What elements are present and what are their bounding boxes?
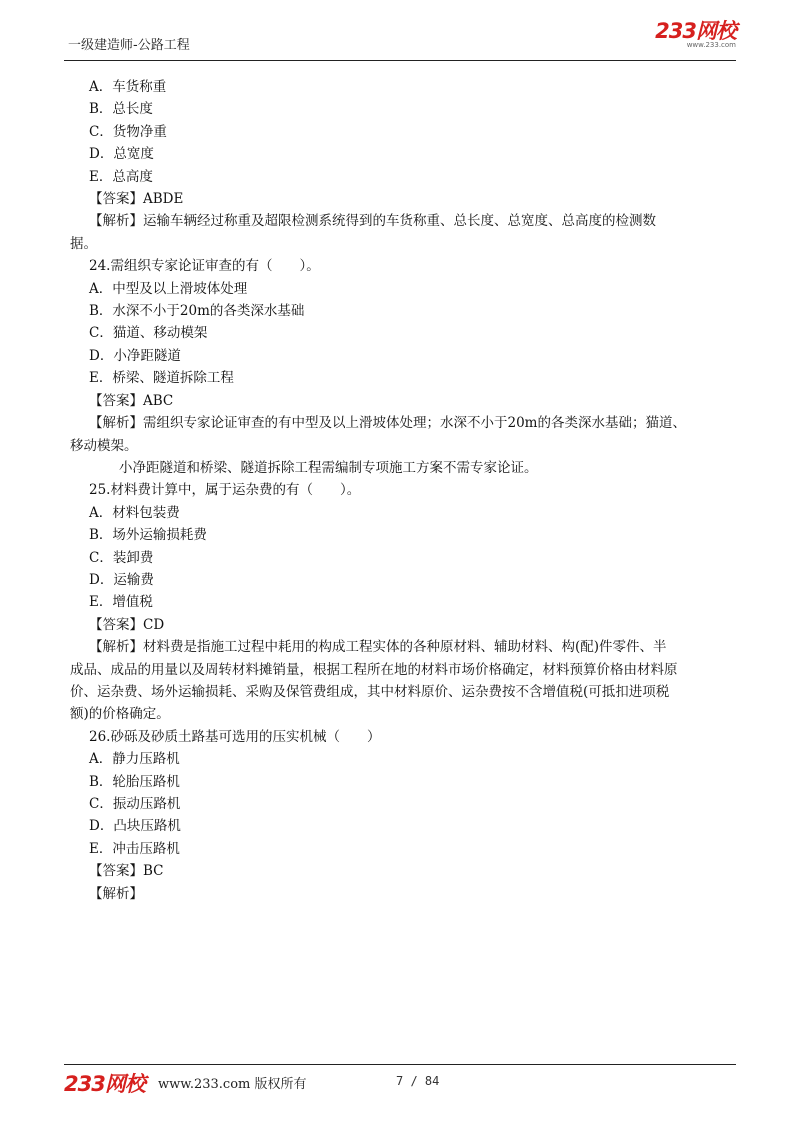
q24-analysis-line: 小净距隧道和桥梁、隧道拆除工程需编制专项施工方案不需专家论证。: [119, 459, 538, 476]
q24-analysis-line: 【解析】需组织专家论证审查的有中型及以上滑坡体处理；水深不小于20m的各类深水基础；猫道、: [89, 415, 686, 432]
header-title: 一级建造师-公路工程: [68, 38, 190, 53]
q24-answer: 【答案】ABC: [89, 392, 174, 409]
document-body: [70, 76, 730, 905]
q25-analysis-line: 额)的价格确定。: [70, 706, 170, 723]
header-logo-text: 233网校: [655, 19, 736, 43]
q26-analysis: 【解析】: [89, 885, 143, 902]
q24-option-e: E．桥梁、隧道拆除工程: [89, 370, 234, 387]
q24-option-a: A．中型及以上滑坡体处理: [89, 280, 248, 297]
footer-logo: 233网校: [64, 1072, 145, 1096]
footer-copyright: www.233.com 版权所有: [158, 1077, 307, 1092]
q24-option-b: B．水深不小于20m的各类深水基础: [89, 303, 305, 320]
q24-question: 24.需组织专家论证审查的有（ ）。: [89, 258, 320, 275]
footer-divider: [64, 1064, 736, 1065]
q26-option-c: C．振动压路机: [89, 796, 181, 812]
q26-option-e: E．冲击压路机: [89, 840, 180, 857]
q24-option-d: D．小净距隧道: [89, 347, 181, 364]
q26-question: 26.砂砾及砂质土路基可选用的压实机械（ ）: [89, 728, 381, 745]
q23-option-e: E．总高度: [89, 168, 153, 185]
q23-option-d: D．总宽度: [89, 146, 154, 163]
q23-option-a: A．车货称重: [89, 79, 167, 95]
page-header: [64, 20, 736, 58]
q23-analysis-line: 【解析】运输车辆经过称重及超限检测系统得到的车货称重、总长度、总宽度、总高度的检测数: [89, 213, 656, 230]
q26-option-b: B．轮胎压路机: [89, 773, 180, 790]
page-footer: [64, 1068, 736, 1096]
q25-answer: 【答案】CD: [89, 616, 165, 633]
q25-analysis-line: 成品、成品的用量以及周转材料摊销量，根据工程所在地的材料市场价格确定，材料预算价格由材料原: [70, 661, 678, 678]
header-logo-url: www.233.com: [686, 41, 736, 49]
q25-option-b: B．场外运输损耗费: [89, 527, 207, 544]
q23-option-c: C．货物净重: [89, 123, 167, 140]
header-logo: [655, 20, 736, 49]
q25-option-e: E．增值税: [89, 594, 153, 611]
q25-option-d: D．运输费: [89, 571, 154, 588]
q25-question: 25.材料费计算中，属于运杂费的有（ ）。: [89, 482, 361, 499]
q23-answer: 【答案】ABDE: [89, 191, 184, 208]
q24-option-c: C．猫道、移动模架: [89, 325, 208, 342]
q25-analysis-line: 【解析】材料费是指施工过程中耗用的构成工程实体的各种原材料、辅助材料、构(配)件零件、半: [89, 639, 667, 656]
q23-option-b: B．总长度: [89, 101, 153, 118]
q23-analysis-line: 据。: [70, 235, 97, 252]
q26-option-d: D．凸块压路机: [89, 818, 181, 835]
q26-option-a: A．静力压路机: [89, 751, 180, 768]
q25-option-c: C．装卸费: [89, 549, 154, 566]
q25-analysis-line: 价、运杂费、场外运输损耗、采购及保管费组成，其中材料原价、运杂费按不含增值税(可抵扣进项税: [70, 683, 670, 700]
q24-analysis-line: 移动模架。: [70, 437, 138, 454]
page-number: 7 / 84: [396, 1074, 440, 1088]
q26-answer: 【答案】BC: [89, 863, 164, 880]
header-divider: [64, 60, 736, 61]
q25-option-a: A．材料包装费: [89, 504, 180, 521]
